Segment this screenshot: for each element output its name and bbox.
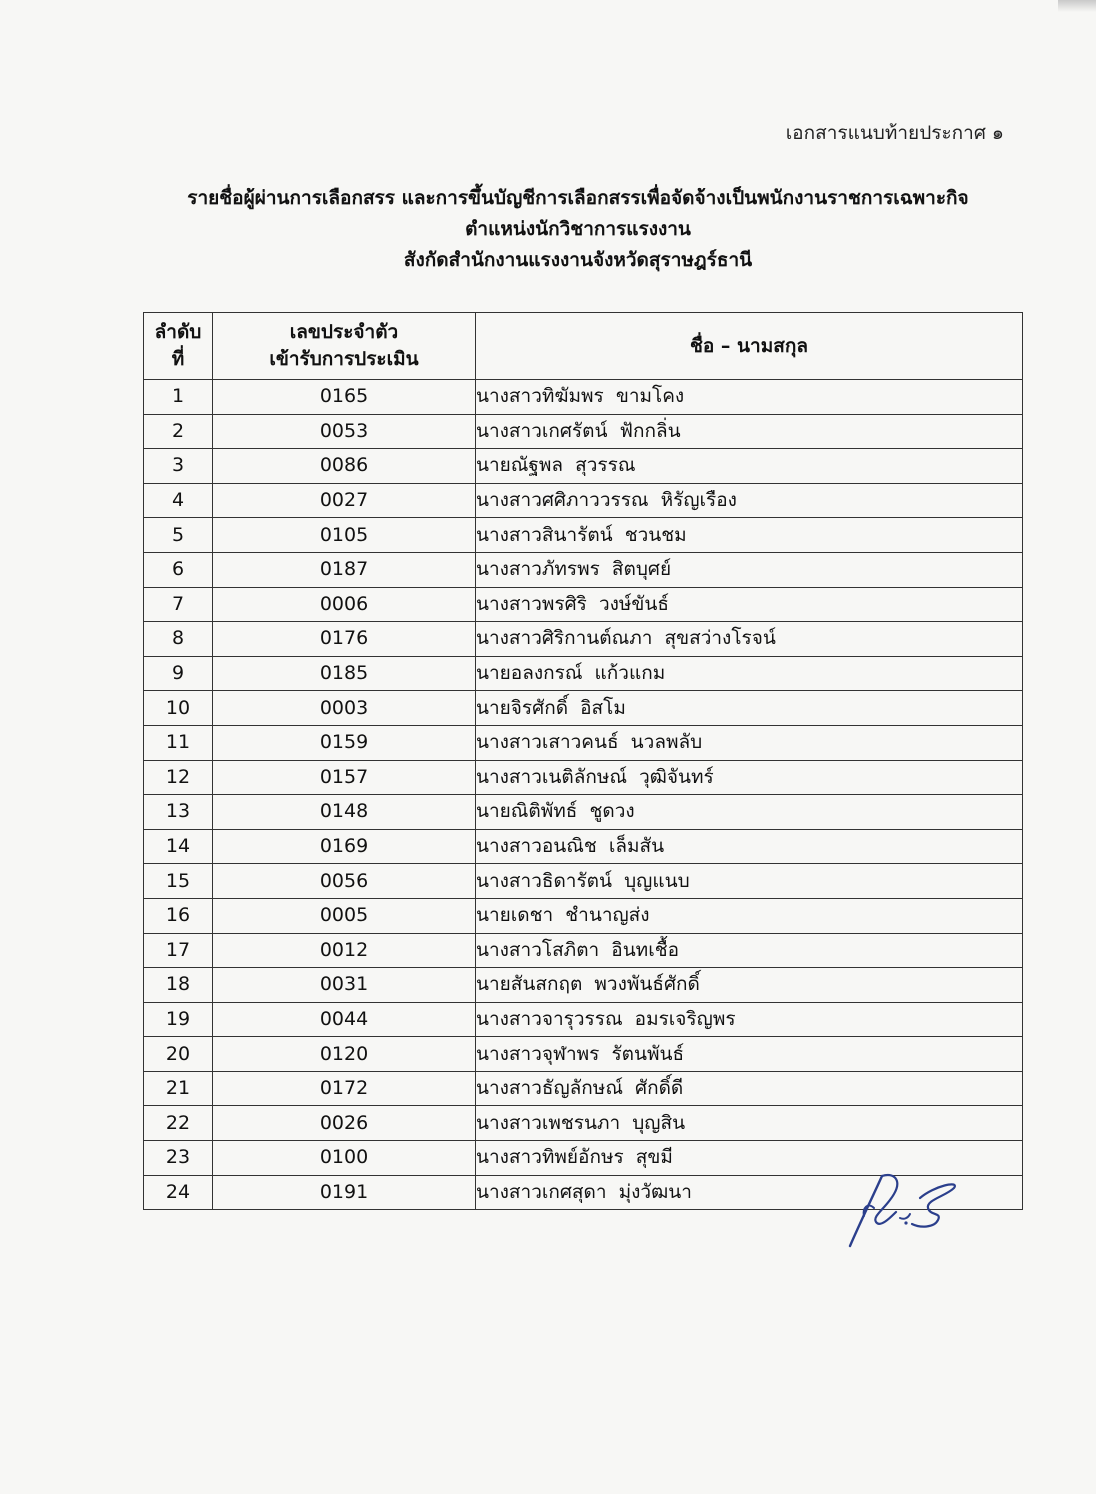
candidate-name: นางสาวทิพย์อักษร สุขมี bbox=[476, 1141, 1023, 1176]
row-number: 22 bbox=[144, 1106, 213, 1141]
heading-line-3: สังกัดสำนักงานแรงงานจังหวัดสุราษฎร์ธานี bbox=[403, 249, 753, 271]
row-number: 8 bbox=[144, 622, 213, 657]
handwritten-signature bbox=[842, 1168, 967, 1250]
candidate-name: นายณิติพัทธ์ ชูดวง bbox=[476, 795, 1023, 830]
header-id-line-1: เลขประจำตัว bbox=[289, 321, 399, 343]
table-row bbox=[144, 552, 1023, 587]
table-row bbox=[144, 587, 1023, 622]
heading-line-2: ตำแหน่งนักวิชาการแรงงาน bbox=[465, 218, 691, 240]
candidate-id: 0187 bbox=[213, 552, 476, 587]
row-number: 16 bbox=[144, 898, 213, 933]
header-order-line-2: ที่ bbox=[171, 348, 185, 370]
row-number: 19 bbox=[144, 1002, 213, 1037]
row-number: 7 bbox=[144, 587, 213, 622]
table-row bbox=[144, 691, 1023, 726]
row-number: 24 bbox=[144, 1175, 213, 1210]
candidate-name: นางสาวศศิภาววรรณ หิรัญเรือง bbox=[476, 483, 1023, 518]
candidate-name: นางสาวเสาวคนธ์ นวลพลับ bbox=[476, 725, 1023, 760]
row-number: 14 bbox=[144, 829, 213, 864]
row-number: 11 bbox=[144, 725, 213, 760]
row-number: 21 bbox=[144, 1071, 213, 1106]
candidate-id: 0012 bbox=[213, 933, 476, 968]
candidate-id: 0185 bbox=[213, 656, 476, 691]
table-row bbox=[144, 622, 1023, 657]
row-number: 3 bbox=[144, 449, 213, 484]
candidate-name: นางสาวโสภิตา อินทเชื้อ bbox=[476, 933, 1023, 968]
table-row bbox=[144, 1071, 1023, 1106]
header-id-line-2: เข้ารับการประเมิน bbox=[269, 348, 419, 370]
candidate-id: 0086 bbox=[213, 449, 476, 484]
row-number: 10 bbox=[144, 691, 213, 726]
candidate-id: 0105 bbox=[213, 518, 476, 553]
candidate-id: 0159 bbox=[213, 725, 476, 760]
table-row bbox=[144, 483, 1023, 518]
table-row bbox=[144, 795, 1023, 830]
candidate-id: 0044 bbox=[213, 1002, 476, 1037]
candidate-name: นายเดชา ชำนาญส่ง bbox=[476, 898, 1023, 933]
table-row bbox=[144, 864, 1023, 899]
header-order bbox=[144, 313, 213, 380]
row-number: 2 bbox=[144, 414, 213, 449]
header-full-name: ชื่อ – นามสกุล bbox=[476, 313, 1023, 380]
table-header-row bbox=[144, 313, 1023, 380]
table-row bbox=[144, 1037, 1023, 1072]
annex-label: เอกสารแนบท้ายประกาศ ๑ bbox=[785, 122, 1004, 144]
table-row bbox=[144, 449, 1023, 484]
candidate-id: 0026 bbox=[213, 1106, 476, 1141]
candidate-name: นางสาวสินารัตน์ ชวนชม bbox=[476, 518, 1023, 553]
candidate-name: นางสาวจารุวรรณ อมรเจริญพร bbox=[476, 1002, 1023, 1037]
row-number: 5 bbox=[144, 518, 213, 553]
row-number: 23 bbox=[144, 1141, 213, 1176]
table-row bbox=[144, 968, 1023, 1003]
table-row bbox=[144, 656, 1023, 691]
row-number: 15 bbox=[144, 864, 213, 899]
header-order-line-1: ลำดับ bbox=[154, 321, 202, 343]
candidate-id: 0191 bbox=[213, 1175, 476, 1210]
row-number: 18 bbox=[144, 968, 213, 1003]
candidate-name: นางสาวอนณิช เล็มสัน bbox=[476, 829, 1023, 864]
table-row bbox=[144, 760, 1023, 795]
scan-edge-shadow bbox=[1058, 0, 1096, 12]
table-row bbox=[144, 725, 1023, 760]
row-number: 1 bbox=[144, 380, 213, 415]
table-row bbox=[144, 380, 1023, 415]
candidate-table bbox=[143, 312, 1023, 1210]
row-number: 6 bbox=[144, 552, 213, 587]
candidate-name: นายณัฐพล สุวรรณ bbox=[476, 449, 1023, 484]
table-row bbox=[144, 1106, 1023, 1141]
candidate-id: 0006 bbox=[213, 587, 476, 622]
candidate-name: นางสาวศิริกานต์ณภา สุขสว่างโรจน์ bbox=[476, 622, 1023, 657]
candidate-name: นางสาวเกศรัตน์ ฟักกลิ่น bbox=[476, 414, 1023, 449]
candidate-name: นายอลงกรณ์ แก้วแกม bbox=[476, 656, 1023, 691]
header-candidate-id bbox=[213, 313, 476, 380]
row-number: 20 bbox=[144, 1037, 213, 1072]
table-row bbox=[144, 933, 1023, 968]
row-number: 4 bbox=[144, 483, 213, 518]
row-number: 17 bbox=[144, 933, 213, 968]
candidate-name: นางสาวจุฬาพร รัตนพันธ์ bbox=[476, 1037, 1023, 1072]
candidate-name: นายจิรศักดิ์ อิสโม bbox=[476, 691, 1023, 726]
candidate-name: นางสาวเพชรนภา บุญสิน bbox=[476, 1106, 1023, 1141]
table-row bbox=[144, 518, 1023, 553]
candidate-id: 0027 bbox=[213, 483, 476, 518]
candidate-name: นางสาวธัญลักษณ์ ศักดิ์ดี bbox=[476, 1071, 1023, 1106]
candidate-id: 0005 bbox=[213, 898, 476, 933]
row-number: 9 bbox=[144, 656, 213, 691]
candidate-name: นายสันสกฤต พวงพันธ์ศักดิ์ bbox=[476, 968, 1023, 1003]
candidate-name: นางสาวเนติลักษณ์ วุฒิจันทร์ bbox=[476, 760, 1023, 795]
candidate-id: 0053 bbox=[213, 414, 476, 449]
row-number: 13 bbox=[144, 795, 213, 830]
candidate-id: 0148 bbox=[213, 795, 476, 830]
candidate-id: 0176 bbox=[213, 622, 476, 657]
candidate-id: 0003 bbox=[213, 691, 476, 726]
table-row bbox=[144, 1002, 1023, 1037]
candidate-id: 0120 bbox=[213, 1037, 476, 1072]
heading-line-1: รายชื่อผู้ผ่านการเลือกสรร และการขึ้นบัญชีการเลือกสรรเพื่อจัดจ้างเป็นพนักงานราชการเฉพาะกิจ bbox=[187, 187, 969, 209]
candidate-id: 0165 bbox=[213, 380, 476, 415]
document-heading bbox=[0, 183, 1096, 276]
table-row bbox=[144, 898, 1023, 933]
candidate-name: นางสาวทิฆัมพร ขามโคง bbox=[476, 380, 1023, 415]
candidate-id: 0100 bbox=[213, 1141, 476, 1176]
candidate-name: นางสาวเกศสุดา มุ่งวัฒนา bbox=[476, 1175, 1023, 1210]
row-number: 12 bbox=[144, 760, 213, 795]
candidate-name: นางสาวพรศิริ วงษ์ขันธ์ bbox=[476, 587, 1023, 622]
table-row bbox=[144, 829, 1023, 864]
candidate-id: 0172 bbox=[213, 1071, 476, 1106]
candidate-id: 0169 bbox=[213, 829, 476, 864]
candidate-name: นางสาวภัทรพร สิตบุศย์ bbox=[476, 552, 1023, 587]
candidate-id: 0031 bbox=[213, 968, 476, 1003]
candidate-id: 0157 bbox=[213, 760, 476, 795]
candidate-name: นางสาวธิดารัตน์ บุญแนบ bbox=[476, 864, 1023, 899]
candidate-id: 0056 bbox=[213, 864, 476, 899]
table-row bbox=[144, 414, 1023, 449]
